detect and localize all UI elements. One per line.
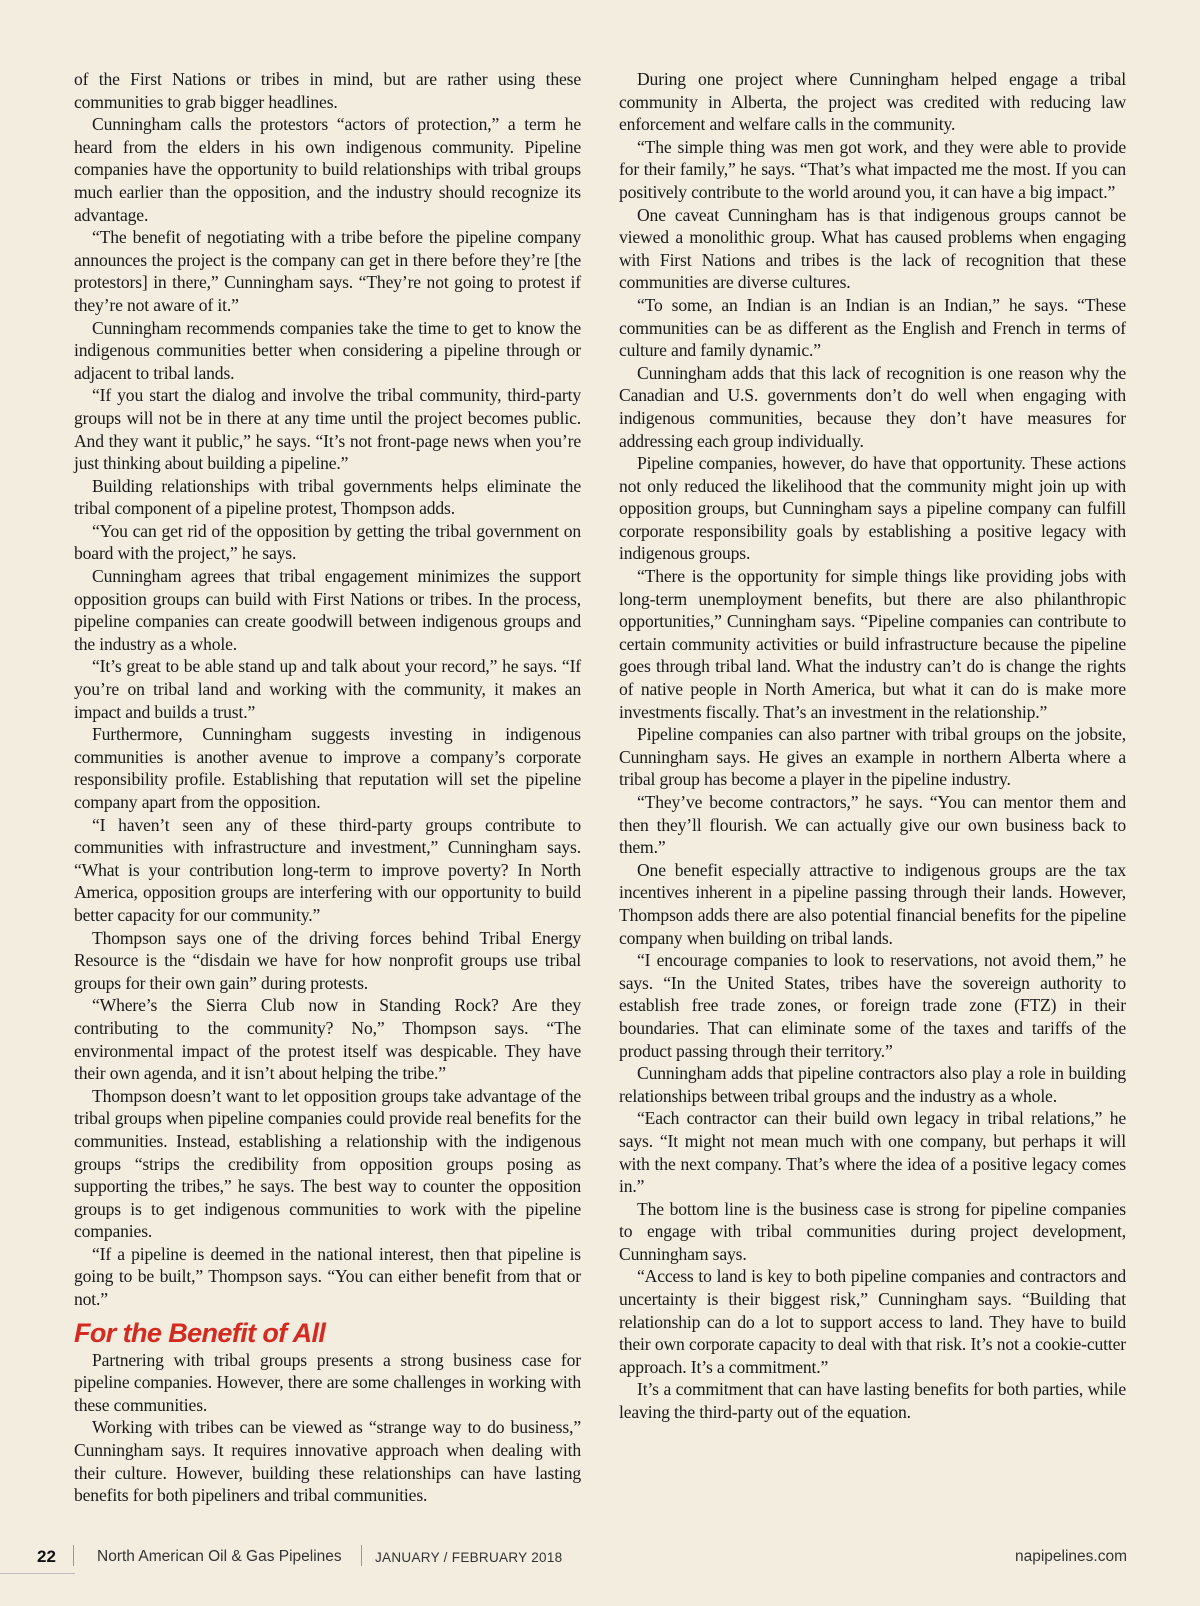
paragraph: It’s a commitment that can have lasting benefits for both parties, while leaving the third-party out of the equation. [619, 1379, 1126, 1423]
paragraph: “I haven’t seen any of these third-party groups contribute to communities with infrastructure and investment,” Cunningham says. “What is your contribution long-term to improve poverty? In North America, opposition groups are interfering with our opportunity to build better capacity for our community.” [74, 814, 581, 925]
issue-date: JANUARY / FEBRUARY 2018 [375, 1550, 563, 1565]
paragraph: Thompson says one of the driving forces behind Tribal Energy Resource is the “disdain we have for how nonprofit groups use tribal groups for their own gain” during protests. [74, 927, 581, 993]
page-number: 22 [37, 1547, 56, 1566]
paragraph: “The simple thing was men got work, and they were able to provide for their family,” he says. “That’s what impacted me the most. If you can positively contribute to the world around you, it can have a big impact.” [619, 136, 1126, 202]
paragraph: “I encourage companies to look to reservations, not avoid them,” he says. “In the United States, tribes have the sovereign authority to establish free trade zones, or foreign trade zone (FTZ) in their boundaries. That can eliminate some of the taxes and tariffs of the product passing through their territory.” [619, 950, 1126, 1061]
publication-name: North American Oil & Gas Pipelines [97, 1548, 342, 1565]
paragraph: Cunningham calls the protestors “actors of protection,” a term he heard from the elders in his own indigenous community. Pipeline companies have the opportunity to build relationships with tribal groups much earlier than the opposition, and the industry should recognize its advantage. [74, 114, 581, 225]
paragraph: “To some, an Indian is an Indian is an Indian,” he says. “These communities can be as different as the English and French in terms of culture and family dynamic.” [619, 294, 1126, 361]
article-column-right [619, 68, 1126, 1424]
paragraph: of the First Nations or tribes in mind, but are rather using these communities to grab bigger headlines. [74, 69, 581, 112]
paragraph: Cunningham agrees that tribal engagement minimizes the support opposition groups can build with First Nations or tribes. In the process, pipeline companies can create goodwill between indigenous groups and the industry as a whole. [74, 566, 581, 654]
paragraph: Cunningham adds that this lack of recognition is one reason why the Canadian and U.S. governments don’t do well when engaging with indigenous communities, because they don’t have measures for addressing each group individually. [619, 362, 1126, 451]
paragraph: Cunningham adds that pipeline contractors also play a role in building relationships between tribal groups and the industry as a whole. [619, 1063, 1126, 1106]
paragraph: “If you start the dialog and involve the tribal community, third-party groups will not be in there at any time until the project becomes public. And they want it public,” he says. “It’s not front-page news when you’re just thinking about building a pipeline.” [74, 385, 581, 474]
paragraph: Cunningham recommends companies take the time to get to know the indigenous communities better when considering a pipeline through or adjacent to tribal lands. [74, 317, 581, 383]
paragraph: Furthermore, Cunningham suggests investing in indigenous communities is another avenue to improve a company’s corporate responsibility profile. Establishing that reputation will set the pipeline company apart from the opposition. [74, 724, 581, 812]
paragraph: Partnering with tribal groups presents a strong business case for pipeline companies. However, there are some challenges in working with these communities. [74, 1349, 581, 1415]
paragraph: “The benefit of negotiating with a tribe before the pipeline company announces the project is the company can get in there before they’re [the protestors] in there,” Cunningham says. “They’re not going to protest if they’re not aware of it.” [74, 227, 581, 315]
paragraph: “It’s great to be able stand up and talk about your record,” he says. “If you’re on tribal land and working with the community, it makes an impact and builds a trust.” [74, 656, 581, 722]
paragraph: “Where’s the Sierra Club now in Standing Rock? Are they contributing to the community? No,” Thompson says. “The environmental impact of the protest itself was despicable. They have their own agenda, and it isn’t about helping the tribe.” [74, 995, 581, 1084]
paragraph: “They’ve become contractors,” he says. “You can mentor them and then they’ll flourish. We can actually give our own business back to them.” [619, 792, 1126, 858]
paragraph: “You can get rid of the opposition by getting the tribal government on board with the project,” he says. [74, 520, 581, 564]
article-column-left [74, 68, 581, 1507]
paragraph: The bottom line is the business case is strong for pipeline companies to engage with tribal communities during project development, Cunningham says. [619, 1198, 1126, 1264]
paragraph: Pipeline companies can also partner with tribal groups on the jobsite, Cunningham says. He gives an example in northern Alberta where a tribal group has become a player in the pipeline industry. [619, 724, 1126, 790]
paragraph: Working with tribes can be viewed as “strange way to do business,” Cunningham says. It requires innovative approach when dealing with their culture. However, building these relationships can have lasting benefits for both pipeliners and tribal communities. [74, 1417, 581, 1506]
paragraph: Thompson doesn’t want to let opposition groups take advantage of the tribal groups when pipeline companies could provide real benefits for the communities. Instead, establishing a relationship with the indigenous groups “strips the credibility from opposition groups posing as supporting the tribes,” he says. The best way to counter the opposition groups is to get indigenous communities to work with the pipeline companies. [74, 1085, 581, 1242]
paragraph: During one project where Cunningham helped engage a tribal community in Alberta, the project was credited with reducing law enforcement and welfare calls in the community. [619, 69, 1126, 135]
footer-divider [73, 1545, 74, 1566]
paragraph: One caveat Cunningham has is that indigenous groups cannot be viewed a monolithic group. What has caused problems when engaging with First Nations and tribes is the lack of recognition that these communities are diverse cultures. [619, 204, 1126, 293]
footer-divider [361, 1545, 362, 1566]
folio-underline [0, 1573, 75, 1574]
section-subhead: For the Benefit of All [74, 1317, 326, 1348]
paragraph: Pipeline companies, however, do have that opportunity. These actions not only reduced the likelihood that the community might join up with opposition groups, but Cunningham says a pipeline company can fulfill corporate responsibility goals by establishing a positive legacy with indigenous groups. [619, 453, 1126, 564]
page-footer [0, 1543, 1200, 1573]
paragraph: “There is the opportunity for simple things like providing jobs with long-term unemployment benefits, but there are also philanthropic opportunities,” Cunningham says. “Pipeline companies can contribute to certain community activities or build infrastructure because the pipeline goes through tribal land. What the industry can’t do is change the rights of native people in North America, but what it can do is make more investments fiscally. That’s an investment in the relationship.” [619, 566, 1126, 722]
paragraph: “If a pipeline is deemed in the national interest, then that pipeline is going to be built,” Thompson says. “You can either benefit from that or not.” [74, 1243, 581, 1310]
paragraph: Building relationships with tribal governments helps eliminate the tribal component of a pipeline protest, Thompson adds. [74, 475, 581, 519]
paragraph: One benefit especially attractive to indigenous groups are the tax incentives inherent in a pipeline passing through their lands. However, Thompson adds there are also potential financial benefits for the pipeline company when building on tribal lands. [619, 859, 1126, 948]
paragraph: “Access to land is key to both pipeline companies and contractors and uncertainty is their biggest risk,” Cunningham says. “Building that relationship can do a lot to support access to land. They have to build their own corporate capacity to deal with that risk. It’s not a cookie-cutter approach. It’s a commitment.” [619, 1266, 1126, 1377]
paragraph: “Each contractor can their build own legacy in tribal relations,” he says. “It might not mean much with one company, but perhaps it will with the next company. That’s where the idea of a positive legacy comes in.” [619, 1108, 1126, 1197]
website-link[interactable]: napipelines.com [1014, 1548, 1127, 1565]
